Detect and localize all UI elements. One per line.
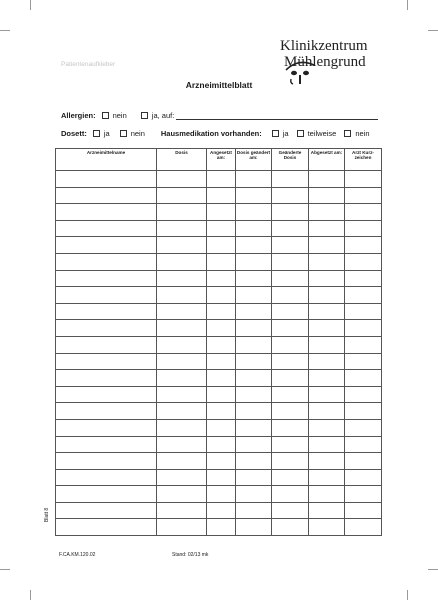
column-header: Dosis: [157, 149, 207, 171]
table-cell[interactable]: [345, 519, 382, 536]
table-cell[interactable]: [56, 287, 157, 304]
clinic-name-line1: Klinikzentrum: [280, 38, 368, 54]
table-cell[interactable]: [157, 220, 207, 237]
table-cell[interactable]: [236, 453, 272, 470]
table-cell[interactable]: [309, 303, 345, 320]
table-cell[interactable]: [157, 171, 207, 188]
table-cell[interactable]: [309, 502, 345, 519]
table-cell[interactable]: [309, 436, 345, 453]
table-cell[interactable]: [272, 486, 309, 503]
table-cell[interactable]: [345, 486, 382, 503]
table-body: [56, 171, 382, 536]
table-cell[interactable]: [345, 370, 382, 387]
table-cell[interactable]: [272, 519, 309, 536]
table-cell[interactable]: [157, 187, 207, 204]
table-cell[interactable]: [345, 237, 382, 254]
table-cell[interactable]: [345, 253, 382, 270]
table-cell[interactable]: [56, 486, 157, 503]
table-cell[interactable]: [236, 486, 272, 503]
table-cell[interactable]: [345, 353, 382, 370]
table-cell[interactable]: [345, 502, 382, 519]
table-row: [56, 287, 382, 304]
table-cell[interactable]: [309, 469, 345, 486]
table-row: [56, 502, 382, 519]
table-cell[interactable]: [272, 287, 309, 304]
crop-mark: [407, 590, 408, 600]
table-cell[interactable]: [345, 171, 382, 188]
form-code: F.CA.KM.120.02: [59, 552, 96, 558]
table-cell[interactable]: [236, 419, 272, 436]
table-cell[interactable]: [272, 204, 309, 221]
allergies-row: [61, 111, 378, 120]
table-cell[interactable]: [157, 469, 207, 486]
table-cell[interactable]: [309, 419, 345, 436]
column-header: Angesetzt am:: [207, 149, 236, 171]
table-cell[interactable]: [272, 453, 309, 470]
column-header: Arzneimittelname: [56, 149, 157, 171]
form-title: Arzneimittelblatt: [185, 80, 253, 90]
table-cell[interactable]: [236, 171, 272, 188]
table-cell[interactable]: [207, 220, 236, 237]
table-cell[interactable]: [157, 486, 207, 503]
table-row: [56, 353, 382, 370]
table-cell[interactable]: [272, 436, 309, 453]
table-cell[interactable]: [207, 287, 236, 304]
table-cell[interactable]: [157, 320, 207, 337]
table-row: [56, 453, 382, 470]
table-cell[interactable]: [157, 502, 207, 519]
table-row: [56, 270, 382, 287]
table-cell[interactable]: [56, 187, 157, 204]
table-cell[interactable]: [157, 353, 207, 370]
allergies-yes-checkbox[interactable]: [141, 112, 148, 119]
table-cell[interactable]: [236, 502, 272, 519]
table-cell[interactable]: [56, 469, 157, 486]
table-cell[interactable]: [207, 453, 236, 470]
table-cell[interactable]: [345, 469, 382, 486]
table-row: [56, 486, 382, 503]
home-medication-yes-checkbox[interactable]: [272, 130, 279, 137]
table-cell[interactable]: [207, 386, 236, 403]
table-cell[interactable]: [345, 220, 382, 237]
table-cell[interactable]: [207, 171, 236, 188]
table-cell[interactable]: [207, 353, 236, 370]
table-cell[interactable]: [345, 453, 382, 470]
table-cell[interactable]: [236, 220, 272, 237]
table-cell[interactable]: [56, 386, 157, 403]
crop-mark: [0, 569, 10, 570]
table-cell[interactable]: [309, 287, 345, 304]
table-cell[interactable]: [309, 453, 345, 470]
table-cell[interactable]: [207, 253, 236, 270]
medication-table: [55, 148, 382, 536]
table-cell[interactable]: [56, 419, 157, 436]
table-cell[interactable]: [309, 204, 345, 221]
dosett-yes-label: ja: [103, 129, 110, 138]
table-cell[interactable]: [157, 370, 207, 387]
table-cell[interactable]: [309, 370, 345, 387]
table-cell[interactable]: [345, 436, 382, 453]
table-cell[interactable]: [309, 237, 345, 254]
table-cell[interactable]: [309, 486, 345, 503]
column-header: Abgesetzt am:: [309, 149, 345, 171]
table-cell[interactable]: [309, 353, 345, 370]
table-cell[interactable]: [309, 253, 345, 270]
table-cell[interactable]: [272, 403, 309, 420]
table-row: [56, 171, 382, 188]
table-cell[interactable]: [207, 237, 236, 254]
table-row: [56, 386, 382, 403]
home-medication-no-label: nein: [355, 129, 370, 138]
table-cell[interactable]: [345, 204, 382, 221]
table-cell[interactable]: [272, 386, 309, 403]
table-cell[interactable]: [207, 502, 236, 519]
table-cell[interactable]: [309, 270, 345, 287]
table-row: [56, 336, 382, 353]
table-cell[interactable]: [207, 320, 236, 337]
table-cell[interactable]: [236, 237, 272, 254]
crop-mark: [407, 0, 408, 10]
table-cell[interactable]: [236, 436, 272, 453]
table-cell[interactable]: [236, 204, 272, 221]
crop-mark: [30, 0, 31, 10]
table-cell[interactable]: [157, 336, 207, 353]
table-cell[interactable]: [236, 320, 272, 337]
table-cell[interactable]: [236, 370, 272, 387]
crop-mark: [428, 569, 438, 570]
table-cell[interactable]: [207, 336, 236, 353]
table-cell[interactable]: [56, 171, 157, 188]
table-cell[interactable]: [345, 336, 382, 353]
table-row: [56, 469, 382, 486]
table-header-row: [56, 149, 382, 171]
table-cell[interactable]: [236, 336, 272, 353]
table-cell[interactable]: [56, 303, 157, 320]
table-cell[interactable]: [272, 419, 309, 436]
table-cell[interactable]: [56, 502, 157, 519]
sheet-number: Blatt 8: [44, 507, 50, 522]
table-row: [56, 204, 382, 221]
table-cell[interactable]: [157, 419, 207, 436]
table-cell[interactable]: [236, 386, 272, 403]
dosett-label: Dosett:: [61, 129, 87, 138]
table-cell[interactable]: [236, 469, 272, 486]
table-cell[interactable]: [56, 320, 157, 337]
table-cell[interactable]: [207, 370, 236, 387]
table-cell[interactable]: [345, 386, 382, 403]
table-cell[interactable]: [207, 486, 236, 503]
table-cell[interactable]: [345, 403, 382, 420]
dosett-row: [61, 129, 370, 138]
table-cell[interactable]: [345, 187, 382, 204]
table-cell[interactable]: [309, 336, 345, 353]
allergies-no-label: nein: [112, 111, 127, 120]
table-cell[interactable]: [236, 253, 272, 270]
table-cell[interactable]: [207, 187, 236, 204]
table-cell[interactable]: [157, 436, 207, 453]
table-row: [56, 237, 382, 254]
table-cell[interactable]: [56, 436, 157, 453]
table-cell[interactable]: [56, 336, 157, 353]
table-row: [56, 519, 382, 536]
table-cell[interactable]: [345, 287, 382, 304]
table-row: [56, 303, 382, 320]
column-header: Arzt Kurz-zeichen: [345, 149, 382, 171]
crop-mark: [428, 30, 438, 31]
table-row: [56, 220, 382, 237]
table-cell[interactable]: [272, 370, 309, 387]
table-row: [56, 370, 382, 387]
table-cell[interactable]: [236, 287, 272, 304]
table-cell[interactable]: [56, 353, 157, 370]
table-cell[interactable]: [236, 270, 272, 287]
dosett-no-label: nein: [130, 129, 145, 138]
dosett-yes-checkbox[interactable]: [93, 130, 100, 137]
column-header: Geänderte Dosis: [272, 149, 309, 171]
table-row: [56, 187, 382, 204]
table-cell[interactable]: [56, 519, 157, 536]
allergies-text-field[interactable]: [176, 112, 378, 120]
table-cell[interactable]: [56, 237, 157, 254]
table-cell[interactable]: [272, 220, 309, 237]
form-stand: Stand: 02/13 mk: [172, 552, 209, 558]
table-row: [56, 320, 382, 337]
table-cell[interactable]: [207, 270, 236, 287]
table-cell[interactable]: [272, 353, 309, 370]
table-cell[interactable]: [56, 253, 157, 270]
allergies-label: Allergien:: [61, 111, 96, 120]
home-medication-partial-checkbox[interactable]: [297, 130, 304, 137]
table-cell[interactable]: [56, 403, 157, 420]
table-cell[interactable]: [309, 320, 345, 337]
crop-mark: [30, 590, 31, 600]
table-cell[interactable]: [157, 403, 207, 420]
table-cell[interactable]: [207, 469, 236, 486]
table-cell[interactable]: [56, 204, 157, 221]
dosett-no-checkbox[interactable]: [120, 130, 127, 137]
table-cell[interactable]: [157, 453, 207, 470]
table-cell[interactable]: [207, 303, 236, 320]
table-cell[interactable]: [236, 519, 272, 536]
table-cell[interactable]: [157, 386, 207, 403]
allergies-no-checkbox[interactable]: [102, 112, 109, 119]
table-cell[interactable]: [272, 502, 309, 519]
table-cell[interactable]: [157, 287, 207, 304]
allergies-yes-label: ja, auf:: [151, 111, 175, 120]
table-cell[interactable]: [236, 303, 272, 320]
table-cell[interactable]: [157, 237, 207, 254]
table-cell[interactable]: [56, 220, 157, 237]
home-medication-label: Hausmedikation vorhanden:: [160, 129, 262, 138]
table-cell[interactable]: [309, 220, 345, 237]
table-cell[interactable]: [272, 336, 309, 353]
table-cell[interactable]: [157, 270, 207, 287]
table-cell[interactable]: [309, 171, 345, 188]
table-cell[interactable]: [236, 403, 272, 420]
table-cell[interactable]: [157, 519, 207, 536]
table-cell[interactable]: [272, 303, 309, 320]
table-cell[interactable]: [157, 303, 207, 320]
table-cell[interactable]: [345, 303, 382, 320]
table-cell[interactable]: [309, 386, 345, 403]
table-cell[interactable]: [309, 187, 345, 204]
table-cell[interactable]: [207, 204, 236, 221]
table-cell[interactable]: [157, 253, 207, 270]
table-row: [56, 436, 382, 453]
table-cell[interactable]: [272, 187, 309, 204]
table-cell[interactable]: [309, 403, 345, 420]
table-cell[interactable]: [272, 270, 309, 287]
table-cell[interactable]: [345, 270, 382, 287]
table-cell[interactable]: [157, 204, 207, 221]
table-cell[interactable]: [272, 237, 309, 254]
crop-mark: [0, 30, 10, 31]
table-cell[interactable]: [207, 436, 236, 453]
home-medication-yes-label: ja: [282, 129, 289, 138]
table-cell[interactable]: [207, 519, 236, 536]
table-cell[interactable]: [236, 187, 272, 204]
table-cell[interactable]: [345, 320, 382, 337]
table-row: [56, 253, 382, 270]
column-header: Dosis geändert am:: [236, 149, 272, 171]
table-cell[interactable]: [309, 519, 345, 536]
table-cell[interactable]: [272, 171, 309, 188]
table-cell[interactable]: [207, 419, 236, 436]
home-medication-partial-label: teilweise: [307, 129, 337, 138]
table-cell[interactable]: [272, 253, 309, 270]
table-row: [56, 403, 382, 420]
table-cell[interactable]: [272, 320, 309, 337]
table-cell[interactable]: [345, 419, 382, 436]
table-cell[interactable]: [56, 370, 157, 387]
patient-sticker-label: Patientenaufkleber: [61, 61, 116, 68]
clinic-name-line2: Mühlengrund: [284, 54, 366, 70]
table-cell[interactable]: [56, 270, 157, 287]
table-cell[interactable]: [56, 453, 157, 470]
table-cell[interactable]: [236, 353, 272, 370]
table-cell[interactable]: [207, 403, 236, 420]
table-cell[interactable]: [272, 469, 309, 486]
home-medication-no-checkbox[interactable]: [344, 130, 351, 137]
table-row: [56, 419, 382, 436]
